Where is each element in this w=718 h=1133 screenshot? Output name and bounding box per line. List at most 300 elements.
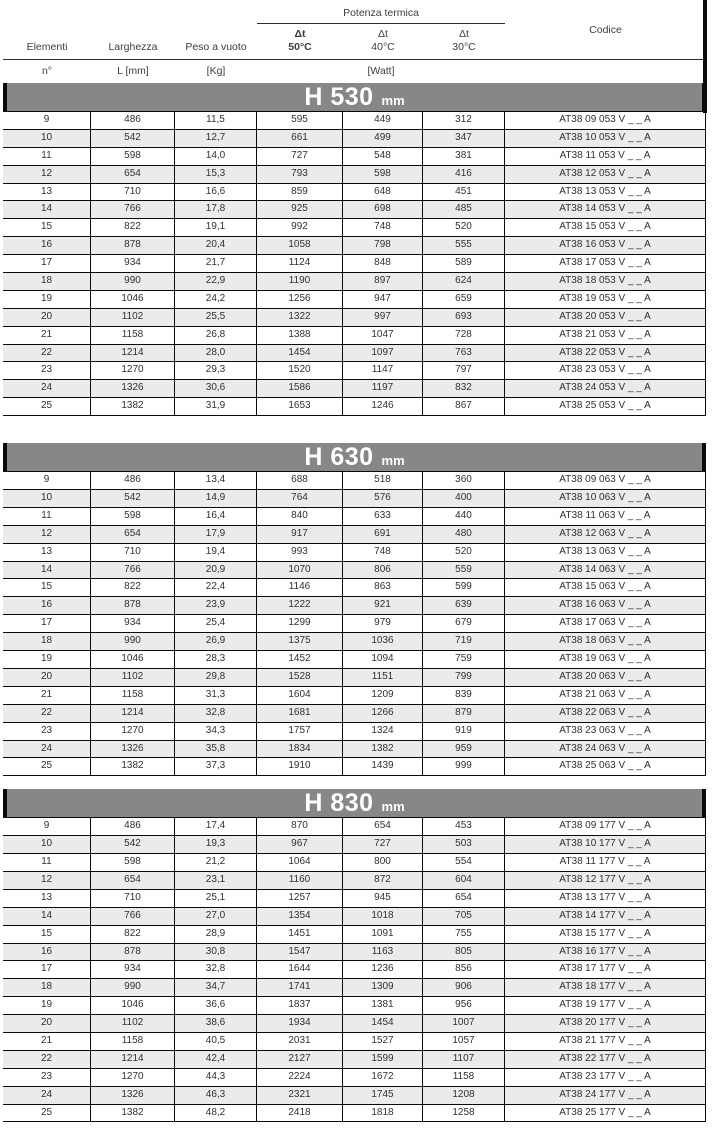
cell-larghezza: 1158 (91, 327, 175, 344)
table-row (3, 327, 706, 345)
cell-codice: AT38 24 177 V _ _ A (505, 1087, 706, 1104)
cell-peso: 21,7 (175, 255, 257, 272)
cell-watt-40: 691 (343, 526, 423, 543)
cell-larghezza: 1270 (91, 362, 175, 379)
cell-watt-50: 1934 (257, 1015, 343, 1032)
cell-watt-50: 840 (257, 508, 343, 525)
cell-elementi: 18 (3, 273, 91, 290)
cell-larghezza: 878 (91, 597, 175, 614)
table-section (3, 83, 706, 416)
table-row (3, 1087, 706, 1105)
cell-codice: AT38 16 063 V _ _ A (505, 597, 706, 614)
cell-watt-30: 1208 (423, 1087, 505, 1104)
table-row (3, 633, 706, 651)
column-header-dt40 (343, 24, 423, 59)
column-header-codice: Codice (589, 23, 622, 36)
cell-larghezza: 542 (91, 130, 175, 147)
cell-larghezza: 710 (91, 890, 175, 907)
cell-watt-30: 728 (423, 327, 505, 344)
cell-watt-50: 925 (257, 201, 343, 218)
cell-watt-40: 1147 (343, 362, 423, 379)
cell-watt-40: 1047 (343, 327, 423, 344)
cell-codice: AT38 09 177 V _ _ A (505, 818, 706, 835)
section-unit: mm (381, 799, 405, 815)
cell-watt-40: 1745 (343, 1087, 423, 1104)
cell-codice: AT38 25 177 V _ _ A (505, 1105, 706, 1122)
table-row (3, 687, 706, 705)
cell-watt-40: 654 (343, 818, 423, 835)
cell-codice: AT38 19 063 V _ _ A (505, 651, 706, 668)
cell-elementi: 15 (3, 579, 91, 596)
cell-watt-40: 1197 (343, 380, 423, 397)
cell-watt-30: 347 (423, 130, 505, 147)
cell-watt-40: 1439 (343, 758, 423, 775)
cell-codice: AT38 13 053 V _ _ A (505, 184, 706, 201)
cell-codice: AT38 15 177 V _ _ A (505, 926, 706, 943)
cell-elementi: 10 (3, 490, 91, 507)
cell-watt-30: 554 (423, 854, 505, 871)
cell-watt-40: 1236 (343, 961, 423, 978)
cell-watt-40: 1527 (343, 1033, 423, 1050)
column-header-dt30 (423, 24, 505, 59)
table-row (3, 872, 706, 890)
table-row (3, 997, 706, 1015)
cell-peso: 32,8 (175, 705, 257, 722)
cell-peso: 48,2 (175, 1105, 257, 1122)
cell-codice: AT38 18 053 V _ _ A (505, 273, 706, 290)
cell-larghezza: 542 (91, 836, 175, 853)
cell-watt-50: 1190 (257, 273, 343, 290)
cell-larghezza: 822 (91, 219, 175, 236)
cell-larghezza: 598 (91, 508, 175, 525)
cell-watt-30: 1158 (423, 1069, 505, 1086)
cell-peso: 38,6 (175, 1015, 257, 1032)
cell-codice: AT38 10 053 V _ _ A (505, 130, 706, 147)
table-row (3, 741, 706, 759)
delta-t-symbol: Δt (294, 28, 306, 40)
cell-peso: 28,3 (175, 651, 257, 668)
cell-peso: 17,8 (175, 201, 257, 218)
cell-larghezza: 934 (91, 255, 175, 272)
cell-larghezza: 822 (91, 926, 175, 943)
cell-elementi: 16 (3, 597, 91, 614)
cell-larghezza: 1382 (91, 1105, 175, 1122)
cell-watt-30: 856 (423, 961, 505, 978)
cell-watt-40: 648 (343, 184, 423, 201)
potenza-termica-group-label: Potenza termica (257, 0, 505, 24)
cell-codice: AT38 17 063 V _ _ A (505, 615, 706, 632)
cell-watt-30: 679 (423, 615, 505, 632)
cell-elementi: 19 (3, 291, 91, 308)
table-row (3, 1105, 706, 1123)
cell-larghezza: 542 (91, 490, 175, 507)
table-row (3, 148, 706, 166)
cell-watt-50: 2031 (257, 1033, 343, 1050)
cell-watt-50: 793 (257, 166, 343, 183)
cell-watt-50: 1757 (257, 723, 343, 740)
cell-watt-40: 798 (343, 237, 423, 254)
cell-watt-30: 879 (423, 705, 505, 722)
cell-peso: 26,9 (175, 633, 257, 650)
cell-watt-40: 1324 (343, 723, 423, 740)
cell-larghezza: 1158 (91, 687, 175, 704)
cell-watt-40: 499 (343, 130, 423, 147)
cell-codice: AT38 15 063 V _ _ A (505, 579, 706, 596)
cell-codice: AT38 19 053 V _ _ A (505, 291, 706, 308)
cell-codice: AT38 10 063 V _ _ A (505, 490, 706, 507)
cell-watt-50: 1058 (257, 237, 343, 254)
cell-watt-50: 1452 (257, 651, 343, 668)
cell-larghezza: 1046 (91, 291, 175, 308)
cell-watt-40: 1018 (343, 908, 423, 925)
cell-watt-30: 832 (423, 380, 505, 397)
dt40-temperature-label: 40°C (371, 41, 395, 53)
table-row (3, 723, 706, 741)
cell-elementi: 22 (3, 705, 91, 722)
cell-codice: AT38 21 063 V _ _ A (505, 687, 706, 704)
cell-peso: 34,7 (175, 979, 257, 996)
section-title: H 830 (304, 789, 374, 818)
table-row (3, 562, 706, 580)
cell-peso: 24,2 (175, 291, 257, 308)
cell-codice: AT38 18 063 V _ _ A (505, 633, 706, 650)
table-sections (3, 83, 706, 1122)
cell-peso: 19,1 (175, 219, 257, 236)
table-row (3, 926, 706, 944)
cell-watt-30: 312 (423, 112, 505, 129)
table-row (3, 112, 706, 130)
column-header-larghezza-label: Larghezza (108, 41, 158, 53)
cell-watt-30: 999 (423, 758, 505, 775)
cell-watt-50: 1547 (257, 944, 343, 961)
cell-watt-30: 919 (423, 723, 505, 740)
cell-peso: 23,9 (175, 597, 257, 614)
cell-peso: 32,8 (175, 961, 257, 978)
table-row (3, 979, 706, 997)
cell-watt-40: 576 (343, 490, 423, 507)
cell-codice: AT38 12 053 V _ _ A (505, 166, 706, 183)
table-row (3, 130, 706, 148)
cell-elementi: 17 (3, 615, 91, 632)
cell-elementi: 16 (3, 944, 91, 961)
cell-peso: 31,3 (175, 687, 257, 704)
cell-watt-30: 805 (423, 944, 505, 961)
cell-watt-40: 449 (343, 112, 423, 129)
cell-watt-50: 1741 (257, 979, 343, 996)
cell-codice: AT38 21 053 V _ _ A (505, 327, 706, 344)
cell-watt-30: 555 (423, 237, 505, 254)
cell-larghezza: 822 (91, 579, 175, 596)
cell-elementi: 19 (3, 651, 91, 668)
cell-elementi: 21 (3, 1033, 91, 1050)
cell-elementi: 11 (3, 148, 91, 165)
cell-watt-50: 1586 (257, 380, 343, 397)
cell-codice: AT38 09 053 V _ _ A (505, 112, 706, 129)
column-header-larghezza (91, 24, 175, 59)
table-row (3, 615, 706, 633)
table-row (3, 1033, 706, 1051)
cell-codice: AT38 23 177 V _ _ A (505, 1069, 706, 1086)
delta-t-symbol: Δt (459, 28, 469, 40)
cell-codice: AT38 19 177 V _ _ A (505, 997, 706, 1014)
cell-larghezza: 1102 (91, 309, 175, 326)
cell-watt-30: 381 (423, 148, 505, 165)
cell-larghezza: 710 (91, 544, 175, 561)
cell-elementi: 23 (3, 1069, 91, 1086)
column-header-elementi (3, 24, 91, 59)
cell-peso: 28,0 (175, 345, 257, 362)
cell-codice: AT38 23 063 V _ _ A (505, 723, 706, 740)
cell-peso: 29,3 (175, 362, 257, 379)
cell-larghezza: 1158 (91, 1033, 175, 1050)
cell-watt-30: 451 (423, 184, 505, 201)
cell-watt-40: 1672 (343, 1069, 423, 1086)
section-title: H 530 (304, 83, 374, 111)
cell-codice: AT38 22 053 V _ _ A (505, 345, 706, 362)
cell-peso: 37,3 (175, 758, 257, 775)
table-row (3, 944, 706, 962)
cell-watt-30: 624 (423, 273, 505, 290)
cell-peso: 30,6 (175, 380, 257, 397)
cell-elementi: 21 (3, 327, 91, 344)
cell-larghezza: 766 (91, 908, 175, 925)
cell-peso: 25,1 (175, 890, 257, 907)
cell-codice: AT38 22 177 V _ _ A (505, 1051, 706, 1068)
cell-peso: 23,1 (175, 872, 257, 889)
cell-watt-40: 872 (343, 872, 423, 889)
cell-watt-40: 1151 (343, 669, 423, 686)
cell-watt-40: 1036 (343, 633, 423, 650)
table-section (3, 789, 706, 1122)
table-row (3, 237, 706, 255)
cell-larghezza: 1046 (91, 997, 175, 1014)
cell-watt-50: 1146 (257, 579, 343, 596)
cell-larghezza: 990 (91, 979, 175, 996)
cell-watt-50: 1354 (257, 908, 343, 925)
cell-elementi: 22 (3, 1051, 91, 1068)
cell-peso: 19,3 (175, 836, 257, 853)
cell-watt-50: 1520 (257, 362, 343, 379)
cell-larghezza: 1326 (91, 380, 175, 397)
cell-elementi: 20 (3, 669, 91, 686)
cell-codice: AT38 14 063 V _ _ A (505, 562, 706, 579)
cell-peso: 11,5 (175, 112, 257, 129)
cell-watt-30: 906 (423, 979, 505, 996)
cell-watt-50: 727 (257, 148, 343, 165)
cell-codice: AT38 16 053 V _ _ A (505, 237, 706, 254)
cell-codice: AT38 16 177 V _ _ A (505, 944, 706, 961)
cell-elementi: 23 (3, 362, 91, 379)
cell-watt-40: 1094 (343, 651, 423, 668)
cell-codice: AT38 13 063 V _ _ A (505, 544, 706, 561)
cell-codice: AT38 20 063 V _ _ A (505, 669, 706, 686)
cell-watt-50: 1124 (257, 255, 343, 272)
cell-watt-50: 1322 (257, 309, 343, 326)
cell-peso: 15,3 (175, 166, 257, 183)
cell-watt-30: 559 (423, 562, 505, 579)
table-row (3, 345, 706, 363)
cell-peso: 28,9 (175, 926, 257, 943)
cell-codice: AT38 24 063 V _ _ A (505, 741, 706, 758)
cell-larghezza: 878 (91, 944, 175, 961)
column-header-peso-label: Peso a vuoto (185, 41, 247, 53)
dt50-temperature-label: 50°C (288, 41, 312, 53)
table-row (3, 854, 706, 872)
table-row (3, 380, 706, 398)
dt30-temperature-label: 30°C (452, 41, 476, 53)
cell-watt-30: 604 (423, 872, 505, 889)
cell-watt-50: 2224 (257, 1069, 343, 1086)
cell-peso: 17,4 (175, 818, 257, 835)
cell-watt-30: 503 (423, 836, 505, 853)
cell-watt-40: 979 (343, 615, 423, 632)
cell-elementi: 9 (3, 818, 91, 835)
cell-codice: AT38 11 063 V _ _ A (505, 508, 706, 525)
cell-watt-40: 997 (343, 309, 423, 326)
table-row (3, 579, 706, 597)
cell-watt-50: 661 (257, 130, 343, 147)
cell-elementi: 20 (3, 1015, 91, 1032)
column-header-elementi-label: Elementi (26, 41, 68, 53)
cell-elementi: 19 (3, 997, 91, 1014)
cell-elementi: 22 (3, 345, 91, 362)
cell-peso: 40,5 (175, 1033, 257, 1050)
cell-watt-30: 763 (423, 345, 505, 362)
table-row (3, 219, 706, 237)
cell-larghezza: 710 (91, 184, 175, 201)
cell-watt-30: 705 (423, 908, 505, 925)
cell-watt-50: 1681 (257, 705, 343, 722)
cell-watt-30: 797 (423, 362, 505, 379)
unit-elementi: n° (41, 65, 53, 77)
cell-larghezza: 1102 (91, 669, 175, 686)
cell-watt-30: 867 (423, 398, 505, 415)
cell-elementi: 24 (3, 380, 91, 397)
cell-watt-40: 1382 (343, 741, 423, 758)
cell-elementi: 18 (3, 979, 91, 996)
cell-watt-50: 2321 (257, 1087, 343, 1104)
cell-watt-50: 917 (257, 526, 343, 543)
table-row (3, 1051, 706, 1069)
cell-larghezza: 766 (91, 562, 175, 579)
cell-watt-30: 520 (423, 544, 505, 561)
cell-watt-40: 748 (343, 219, 423, 236)
table-row (3, 1069, 706, 1087)
cell-watt-50: 993 (257, 544, 343, 561)
table-row (3, 255, 706, 273)
cell-watt-50: 1388 (257, 327, 343, 344)
cell-codice: AT38 25 053 V _ _ A (505, 398, 706, 415)
cell-watt-50: 1375 (257, 633, 343, 650)
cell-elementi: 24 (3, 741, 91, 758)
cell-larghezza: 1382 (91, 398, 175, 415)
cell-elementi: 12 (3, 526, 91, 543)
cell-watt-40: 1091 (343, 926, 423, 943)
cell-watt-30: 639 (423, 597, 505, 614)
cell-elementi: 13 (3, 890, 91, 907)
cell-watt-30: 520 (423, 219, 505, 236)
cell-watt-50: 1070 (257, 562, 343, 579)
cell-peso: 14,9 (175, 490, 257, 507)
cell-peso: 21,2 (175, 854, 257, 871)
cell-larghezza: 934 (91, 961, 175, 978)
cell-elementi: 9 (3, 472, 91, 489)
cell-larghezza: 990 (91, 273, 175, 290)
cell-watt-50: 1834 (257, 741, 343, 758)
header-right-rule (703, 0, 707, 113)
cell-watt-50: 859 (257, 184, 343, 201)
unit-larghezza: L [mm] (117, 65, 149, 77)
cell-elementi: 11 (3, 854, 91, 871)
cell-codice: AT38 18 177 V _ _ A (505, 979, 706, 996)
cell-larghezza: 654 (91, 166, 175, 183)
cell-codice: AT38 11 177 V _ _ A (505, 854, 706, 871)
cell-elementi: 21 (3, 687, 91, 704)
cell-elementi: 10 (3, 836, 91, 853)
table-header-units (3, 60, 706, 83)
cell-peso: 36,6 (175, 997, 257, 1014)
column-header-dt50 (257, 24, 343, 59)
table-row (3, 472, 706, 490)
cell-watt-50: 1653 (257, 398, 343, 415)
cell-peso: 35,8 (175, 741, 257, 758)
table-row (3, 526, 706, 544)
cell-watt-40: 1266 (343, 705, 423, 722)
cell-peso: 12,7 (175, 130, 257, 147)
cell-elementi: 25 (3, 1105, 91, 1122)
cell-watt-50: 764 (257, 490, 343, 507)
cell-watt-40: 1599 (343, 1051, 423, 1068)
table-row (3, 961, 706, 979)
cell-watt-30: 1007 (423, 1015, 505, 1032)
table-row (3, 597, 706, 615)
cell-codice: AT38 10 177 V _ _ A (505, 836, 706, 853)
cell-watt-40: 1818 (343, 1105, 423, 1122)
cell-larghezza: 654 (91, 526, 175, 543)
cell-larghezza: 1326 (91, 741, 175, 758)
cell-larghezza: 1046 (91, 651, 175, 668)
cell-watt-50: 1604 (257, 687, 343, 704)
cell-watt-30: 959 (423, 741, 505, 758)
cell-watt-30: 480 (423, 526, 505, 543)
cell-codice: AT38 20 177 V _ _ A (505, 1015, 706, 1032)
cell-codice: AT38 12 063 V _ _ A (505, 526, 706, 543)
cell-codice: AT38 17 177 V _ _ A (505, 961, 706, 978)
table-row (3, 705, 706, 723)
table-row (3, 309, 706, 327)
cell-larghezza: 1102 (91, 1015, 175, 1032)
cell-watt-30: 693 (423, 309, 505, 326)
cell-watt-30: 1057 (423, 1033, 505, 1050)
section-rows (3, 471, 706, 776)
table-row (3, 362, 706, 380)
section-banner (3, 83, 706, 111)
cell-watt-50: 1256 (257, 291, 343, 308)
table-row (3, 908, 706, 926)
cell-watt-50: 1528 (257, 669, 343, 686)
cell-peso: 19,4 (175, 544, 257, 561)
cell-elementi: 17 (3, 961, 91, 978)
cell-codice: AT38 12 177 V _ _ A (505, 872, 706, 889)
unit-peso: [Kg] (206, 65, 226, 77)
cell-watt-40: 921 (343, 597, 423, 614)
cell-watt-30: 440 (423, 508, 505, 525)
cell-watt-50: 2418 (257, 1105, 343, 1122)
cell-codice: AT38 23 053 V _ _ A (505, 362, 706, 379)
cell-watt-50: 1257 (257, 890, 343, 907)
cell-watt-30: 719 (423, 633, 505, 650)
cell-peso: 42,4 (175, 1051, 257, 1068)
